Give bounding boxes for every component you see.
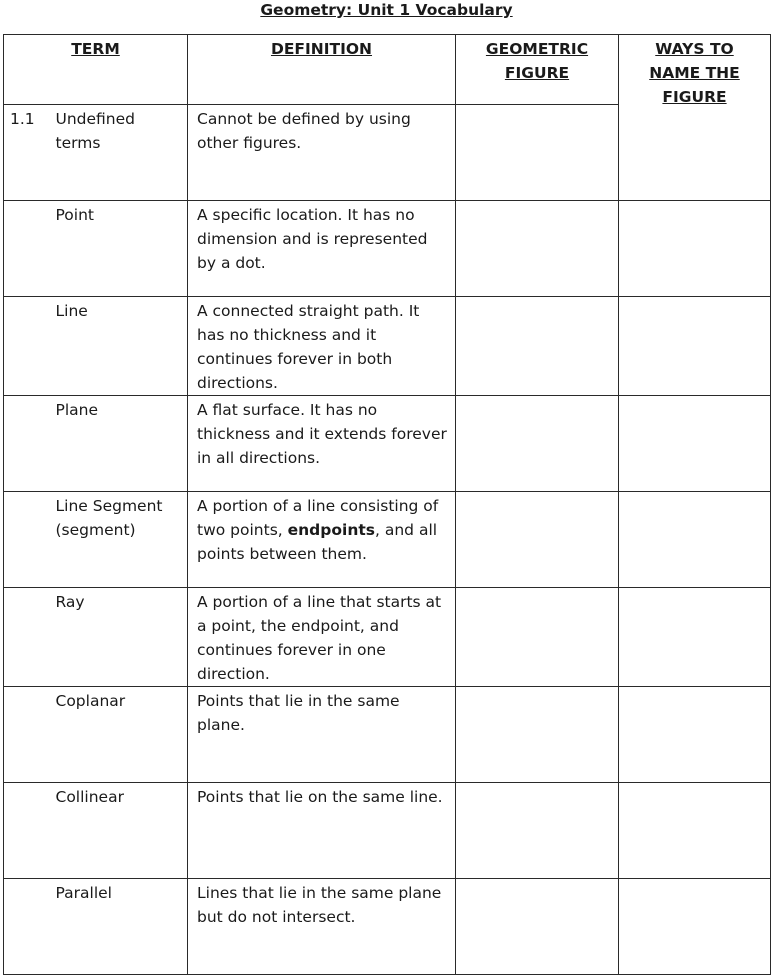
row-number xyxy=(4,783,42,879)
row-figure-cell xyxy=(456,879,619,975)
definition-text: A connected straight path. It has no thickness and it continues forever in both directions. xyxy=(197,302,420,392)
row-definition xyxy=(188,297,456,396)
row-ways-cell xyxy=(619,588,771,687)
row-definition xyxy=(188,783,456,879)
row-figure-cell xyxy=(456,105,619,201)
table-row xyxy=(4,687,771,783)
definition-text: A flat surface. It has no thickness and it extends forever in all directions. xyxy=(197,401,447,467)
header-row xyxy=(4,35,771,105)
header-ways-to-name: WAYS TO NAME THE FIGURE xyxy=(619,35,771,201)
table-row xyxy=(4,201,771,297)
definition-text: Points that lie on the same line. xyxy=(197,788,443,806)
row-number xyxy=(4,879,42,975)
header-geometric-figure: GEOMETRIC FIGURE xyxy=(456,35,619,105)
table-row xyxy=(4,297,771,396)
definition-text: Cannot be defined by using other figures. xyxy=(197,110,411,152)
definition-bold-text: endpoints xyxy=(287,521,375,539)
row-term: Coplanar xyxy=(42,687,188,783)
definition-text: A specific location. It has no dimension and is represented by a dot. xyxy=(197,206,428,272)
row-number xyxy=(4,492,42,588)
header-definition: DEFINITION xyxy=(188,35,456,105)
definition-text: Lines that lie in the same plane but do not intersect. xyxy=(197,884,442,926)
row-number xyxy=(4,396,42,492)
vocabulary-table xyxy=(3,34,771,975)
row-ways-cell xyxy=(619,879,771,975)
row-term: Ray xyxy=(42,588,188,687)
row-definition xyxy=(188,396,456,492)
row-figure-cell xyxy=(456,396,619,492)
row-number xyxy=(4,687,42,783)
row-ways-cell xyxy=(619,201,771,297)
table-row xyxy=(4,783,771,879)
row-term: Undefined terms xyxy=(42,105,188,201)
row-figure-cell xyxy=(456,588,619,687)
row-definition xyxy=(188,201,456,297)
row-definition xyxy=(188,588,456,687)
row-figure-cell xyxy=(456,201,619,297)
row-number xyxy=(4,201,42,297)
row-ways-cell xyxy=(619,396,771,492)
row-definition xyxy=(188,879,456,975)
header-term: TERM xyxy=(4,35,188,105)
table-row xyxy=(4,492,771,588)
table-row xyxy=(4,588,771,687)
table-row xyxy=(4,396,771,492)
row-ways-cell xyxy=(619,783,771,879)
row-number xyxy=(4,297,42,396)
row-ways-cell xyxy=(619,492,771,588)
table-row xyxy=(4,879,771,975)
document-title: Geometry: Unit 1 Vocabulary xyxy=(260,1,513,19)
definition-text: A portion of a line that starts at a point, the endpoint, and continues forever in one direction. xyxy=(197,593,442,683)
definition-text: , and all points between them. xyxy=(197,521,438,563)
row-definition xyxy=(188,687,456,783)
row-term: Line Segment (segment) xyxy=(42,492,188,588)
definition-text: Points that lie in the same plane. xyxy=(197,692,400,734)
row-figure-cell xyxy=(456,687,619,783)
row-definition xyxy=(188,492,456,588)
row-ways-cell xyxy=(619,687,771,783)
row-number xyxy=(4,588,42,687)
row-number: 1.1 xyxy=(4,105,42,201)
row-term: Collinear xyxy=(42,783,188,879)
row-figure-cell xyxy=(456,783,619,879)
row-term: Parallel xyxy=(42,879,188,975)
row-term: Point xyxy=(42,201,188,297)
row-definition xyxy=(188,105,456,201)
definition-text: A portion of a line consisting of two points, xyxy=(197,497,439,539)
row-term: Line xyxy=(42,297,188,396)
row-figure-cell xyxy=(456,297,619,396)
row-term: Plane xyxy=(42,396,188,492)
row-ways-cell xyxy=(619,297,771,396)
row-figure-cell xyxy=(456,492,619,588)
